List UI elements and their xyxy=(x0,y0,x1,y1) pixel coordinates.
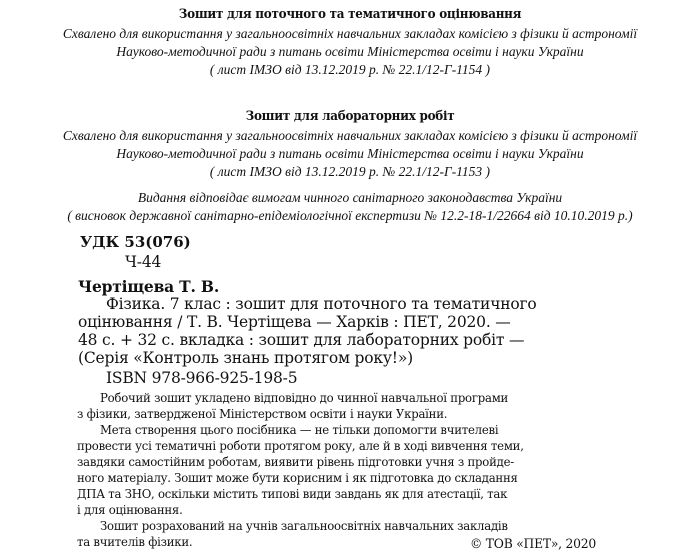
annotation-p2-line5: ДПА та ЗНО, оскільки містить типові види завдань як для атестації, так xyxy=(77,487,508,501)
annotation-p3-line1: Зошит розрахований на учнів загальноосвітніх навчальних закладів xyxy=(100,519,508,533)
bib-desc-line4: (Серія «Контроль знань протягом року!») xyxy=(78,349,413,367)
udk-code: УДК 53(076) xyxy=(80,233,191,251)
annotation-p2-line2: провести усі тематичні роботи протягом року, але й в ході вивчення теми, xyxy=(77,439,524,453)
bib-desc-line3: 48 с. + 32 с. вкладка : зошит для лабораторних робіт — xyxy=(78,331,525,349)
annotation-p2-line3: завдяки самостійним роботам, виявити рівень підготовки учня з пройде- xyxy=(77,455,514,469)
block1-letter-ref: ( лист ІМЗО від 13.12.2019 р. № 22.1/12-Г-1154 ) xyxy=(209,62,491,77)
author-name: Чертіщева Т. В. xyxy=(78,277,220,296)
author-mark: Ч-44 xyxy=(125,253,162,271)
annotation-p2-line1: Мета створення цього посібника — не тільки допомогти вчителеві xyxy=(100,423,499,437)
sanitary-line1: Видання відповідає вимогам чинного санітарного законодавства України xyxy=(137,190,563,205)
bib-desc-line1: Фізика. 7 клас : зошит для поточного та тематичного xyxy=(106,295,537,313)
block2-title: Зошит для лабораторних робіт xyxy=(245,109,455,124)
sanitary-line2: ( висновок державної санітарно-епідеміологічної експертизи № 12.2-18-1/22664 від 10.10.2019 р.) xyxy=(67,208,633,223)
annotation-p3-line2: та вчителів фізики. xyxy=(77,535,193,549)
annotation-p2-line4: ного матеріалу. Зошит може бути корисним і як підготовка до складання xyxy=(77,471,518,485)
annotation-p2-line6: і для оцінювання. xyxy=(77,503,183,517)
block1-title: Зошит для поточного та тематичного оцінювання xyxy=(178,7,522,22)
copyright: © ТОВ «ПЕТ», 2020 xyxy=(470,537,597,552)
annotation-p1-line2: з фізики, затвердженої Міністерством освіти і науки України. xyxy=(77,407,448,421)
block1-approval-line2: Науково-методичної ради з питань освіти Міністерства освіти і науки України xyxy=(116,44,584,59)
isbn: ISBN 978-966-925-198-5 xyxy=(106,369,298,387)
block1-approval-line1: Схвалено для використання у загальноосвітніх навчальних закладах комісією з фізики й астрономії xyxy=(62,26,638,41)
block2-letter-ref: ( лист ІМЗО від 13.12.2019 р. № 22.1/12-Г-1153 ) xyxy=(209,164,491,179)
bib-desc-line2: оцінювання / Т. В. Чертіщева — Харків : ПЕТ, 2020. — xyxy=(78,313,511,331)
block2-approval-line1: Схвалено для використання у загальноосвітніх навчальних закладах комісією з фізики й астрономії xyxy=(62,128,638,143)
block2-approval-line2: Науково-методичної ради з питань освіти Міністерства освіти і науки України xyxy=(116,146,584,161)
annotation-p1-line1: Робочий зошит укладено відповідно до чинної навчальної програми xyxy=(100,391,509,405)
